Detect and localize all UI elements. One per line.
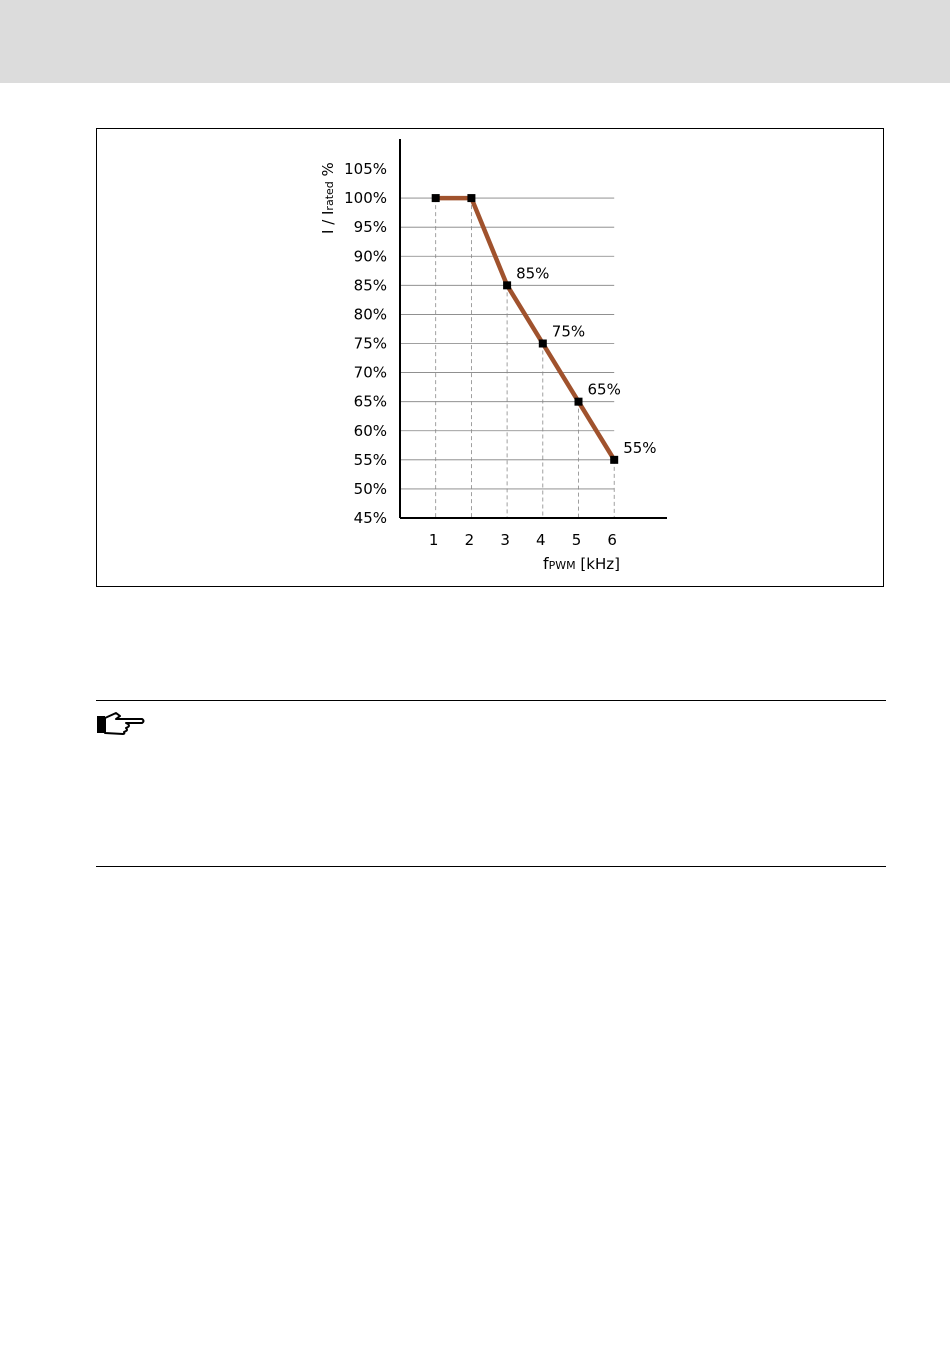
y-tick-label: 90% (353, 247, 387, 266)
x-tick-label: 4 (536, 531, 546, 549)
y-tick-label: 75% (353, 334, 387, 353)
x-tick-label: 2 (464, 531, 475, 549)
note-bottom-rule (96, 866, 886, 867)
y-tick-label: 100% (344, 189, 387, 208)
x-tick-label: 5 (571, 531, 582, 549)
data-point (610, 456, 618, 464)
data-labels (516, 264, 656, 457)
chart-figure (96, 128, 884, 587)
y-tick-label: 85% (353, 276, 387, 295)
y-tick-label: 80% (353, 305, 387, 324)
x-tick-label: 6 (607, 531, 617, 549)
note-top-rule (96, 700, 886, 701)
data-point (539, 340, 547, 348)
y-tick-label: 95% (353, 218, 387, 237)
y-tick-label: 50% (353, 479, 387, 498)
y-tick-label: 65% (353, 392, 387, 411)
y-tick-label: 70% (353, 363, 387, 382)
series-line-path (436, 198, 615, 460)
x-tick-label: 3 (500, 531, 510, 549)
y-tick-label: 60% (353, 421, 387, 440)
y-tick-label: 55% (353, 450, 387, 469)
data-label: 65% (587, 380, 621, 399)
data-point (467, 194, 475, 202)
pointing-hand-icon (96, 710, 146, 740)
data-label: 85% (516, 264, 550, 283)
data-label: 55% (623, 438, 657, 457)
data-label: 75% (551, 322, 586, 341)
y-axis-label: I / Irated % (319, 162, 337, 234)
derating-chart (97, 129, 883, 586)
y-tick-label: 45% (353, 509, 387, 527)
data-point (575, 398, 583, 406)
series-line (436, 198, 615, 460)
page-header-band (0, 0, 950, 83)
data-point (503, 281, 511, 289)
y-tick-label: 105% (344, 160, 387, 178)
data-point (432, 194, 440, 202)
grid-lines (400, 198, 614, 518)
x-tick-label: 1 (428, 531, 439, 549)
x-axis-label: fPWM [kHz] (543, 554, 620, 573)
